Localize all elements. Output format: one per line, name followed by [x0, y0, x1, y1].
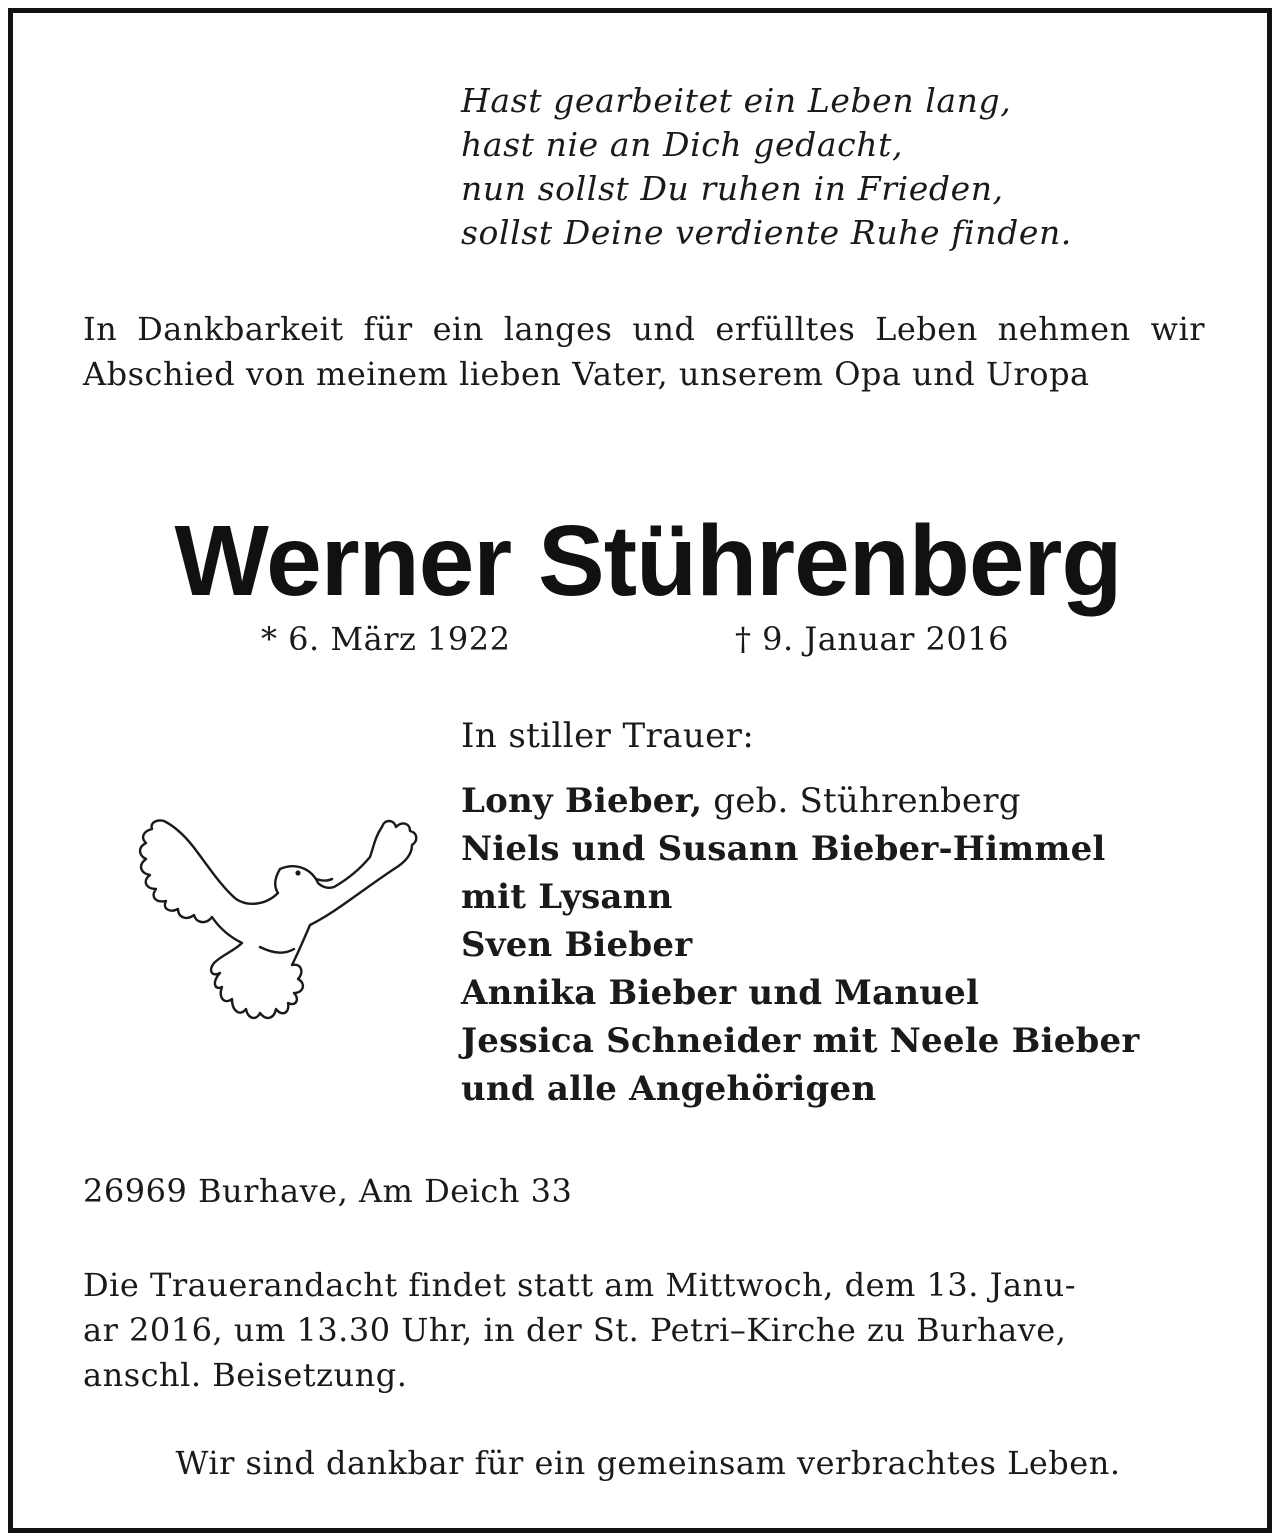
- mourner-line: [461, 1065, 1139, 1113]
- mourner-maiden-name: geb. Stührenberg: [702, 781, 1021, 821]
- mourner-line: [461, 969, 1139, 1017]
- mourner-line: [461, 873, 1139, 921]
- mourning-label: In stiller Trauer:: [461, 716, 755, 756]
- mourner-name-bold: Lony Bieber,: [461, 781, 703, 821]
- mourner-name: Annika Bieber und Manuel: [461, 973, 980, 1013]
- mourner-line: [461, 1017, 1139, 1065]
- intro-text: In Dankbarkeit für ein langes und erfülltes Leben nehmen wir Abschied von meinem lieben Vater, unserem Opa und Uropa: [83, 310, 1205, 393]
- mourner-name: und alle Angehörigen: [461, 1069, 877, 1109]
- mourner-line: [461, 825, 1139, 873]
- closing-line: Wir sind dankbar für ein gemeinsam verbrachtes Leben.: [175, 1444, 1121, 1482]
- mourner-name: Sven Bieber: [461, 925, 693, 965]
- service-info: [83, 1263, 1205, 1398]
- address: 26969 Burhave, Am Deich 33: [83, 1172, 573, 1210]
- death-date: † 9. Januar 2016: [735, 620, 1009, 658]
- mourner-name: mit Lysann: [461, 877, 673, 917]
- service-line: anschl. Beisetzung.: [83, 1356, 408, 1394]
- mourner-line: [461, 777, 1139, 825]
- dove-icon: [128, 813, 428, 1063]
- poem-line: nun sollst Du ruhen in Frieden,: [461, 169, 1004, 208]
- obituary-notice: [8, 8, 1272, 1533]
- poem: [461, 79, 1221, 255]
- poem-line: Hast gearbeitet ein Leben lang,: [461, 81, 1012, 120]
- deceased-name: Werner Stührenberg: [174, 505, 1122, 617]
- birth-date: * 6. März 1922: [261, 620, 511, 658]
- mourner-line: [461, 921, 1139, 969]
- service-line: ar 2016, um 13.30 Uhr, in der St. Petri–Kirche zu Burhave,: [83, 1311, 1067, 1349]
- service-line: Die Trauerandacht findet statt am Mittwoch, dem 13. Janu-: [83, 1266, 1077, 1304]
- mourners-list: [461, 777, 1139, 1113]
- mourner-name: Niels und Susann Bieber-Himmel: [461, 829, 1106, 869]
- poem-line: hast nie an Dich gedacht,: [461, 125, 904, 164]
- mourner-name: Jessica Schneider mit Neele Bieber: [461, 1021, 1140, 1061]
- poem-line: sollst Deine verdiente Ruhe finden.: [461, 213, 1072, 252]
